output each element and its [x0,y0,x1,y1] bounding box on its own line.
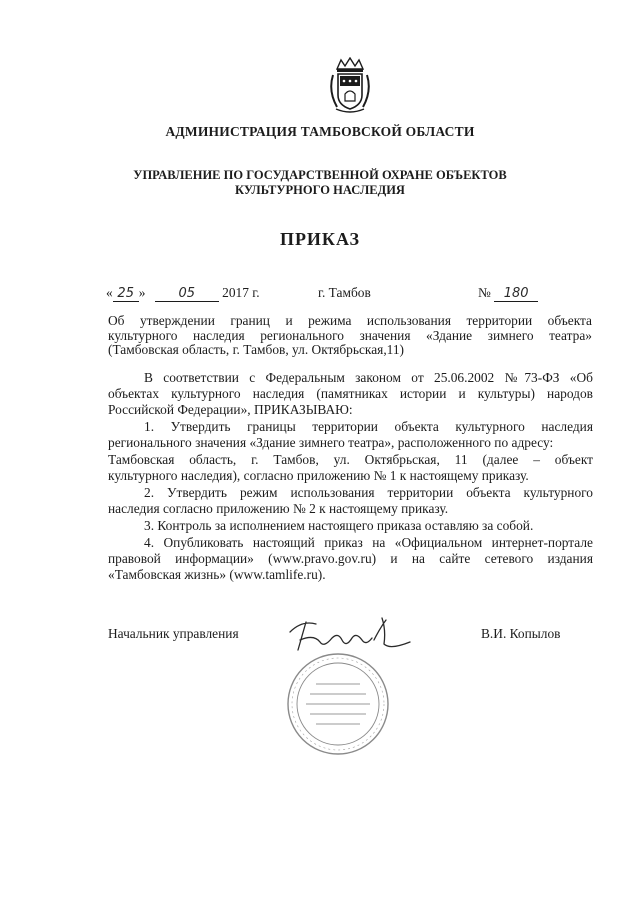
item-4-line-2: правовой информации» (www.pravo.gov.ru) и на сайте сетевого издания [108,551,593,566]
department-line-1: УПРАВЛЕНИЕ ПО ГОСУДАРСТВЕННОЙ ОХРАНЕ ОБЪЕКТОВ [133,168,507,182]
department-line-2: КУЛЬТУРНОГО НАСЛЕДИЯ [235,183,405,197]
order-day: 25 [113,286,139,302]
item-1-line-2: регионального значения «Здание зимнего театра», расположенного по адресу: [108,435,554,450]
document-title: ПРИКАЗ [279,229,361,249]
signatory-name: В.И. Копылов [481,626,561,641]
subject-line-3: (Тамбовская область, г. Тамбов, ул. Октябрьская,11) [108,342,405,357]
item-2-line-2: наследия согласно приложению № 2 к настоящему приказу. [108,501,449,516]
item-4-line-3: «Тамбовская жизнь» (www.tamlife.ru). [108,567,326,582]
item-1-line-4: культурного наследия), согласно приложению № 1 к настоящему приказу. [108,468,529,483]
item-1-line-3: Тамбовская область, г. Тамбов, ул. Октябрьская, 11 (далее – объект [108,452,593,467]
organization-name: АДМИНИСТРАЦИЯ ТАМБОВСКОЙ ОБЛАСТИ [165,124,475,139]
signatory-position: Начальник управления [108,626,239,641]
official-stamp [284,650,392,758]
item-4-line-1: 4. Опубликовать настоящий приказ на «Официальном интернет-портале [144,535,593,550]
signature-mark [286,610,420,658]
number-value: 180 [494,286,538,302]
item-2-line-1: 2. Утвердить режим использования территории объекта культурного [144,485,593,500]
item-3-line-1: 3. Контроль за исполнением настоящего приказа оставляю за собой. [144,518,534,533]
subject-line-2: культурного наследия регионального значения «Здание зимнего театра» [108,328,592,343]
number-sign: № [478,285,491,300]
order-year: 2017 г. [222,285,260,300]
coat-of-arms-icon [327,57,373,113]
department-name [0,168,640,198]
order-date [106,285,260,302]
item-1-line-1: 1. Утвердить границы территории объекта культурного наследия [144,419,593,434]
subject-line-1: Об утверждении границ и режима использования территории объекта [108,313,592,328]
quote-open: « [106,285,113,300]
order-number [478,285,538,302]
quote-close: » [138,285,146,300]
preamble-line-2: объектах культурного наследия (памятниках истории и культуры) народов [108,386,593,401]
order-month: 05 [155,286,219,302]
preamble-line-3: Российской Федерации», ПРИКАЗЫВАЮ: [108,402,353,417]
preamble-line-1: В соответствии с Федеральным законом от 25.06.2002 №73-ФЗ «Об [144,370,593,385]
order-city: г. Тамбов [318,285,371,300]
